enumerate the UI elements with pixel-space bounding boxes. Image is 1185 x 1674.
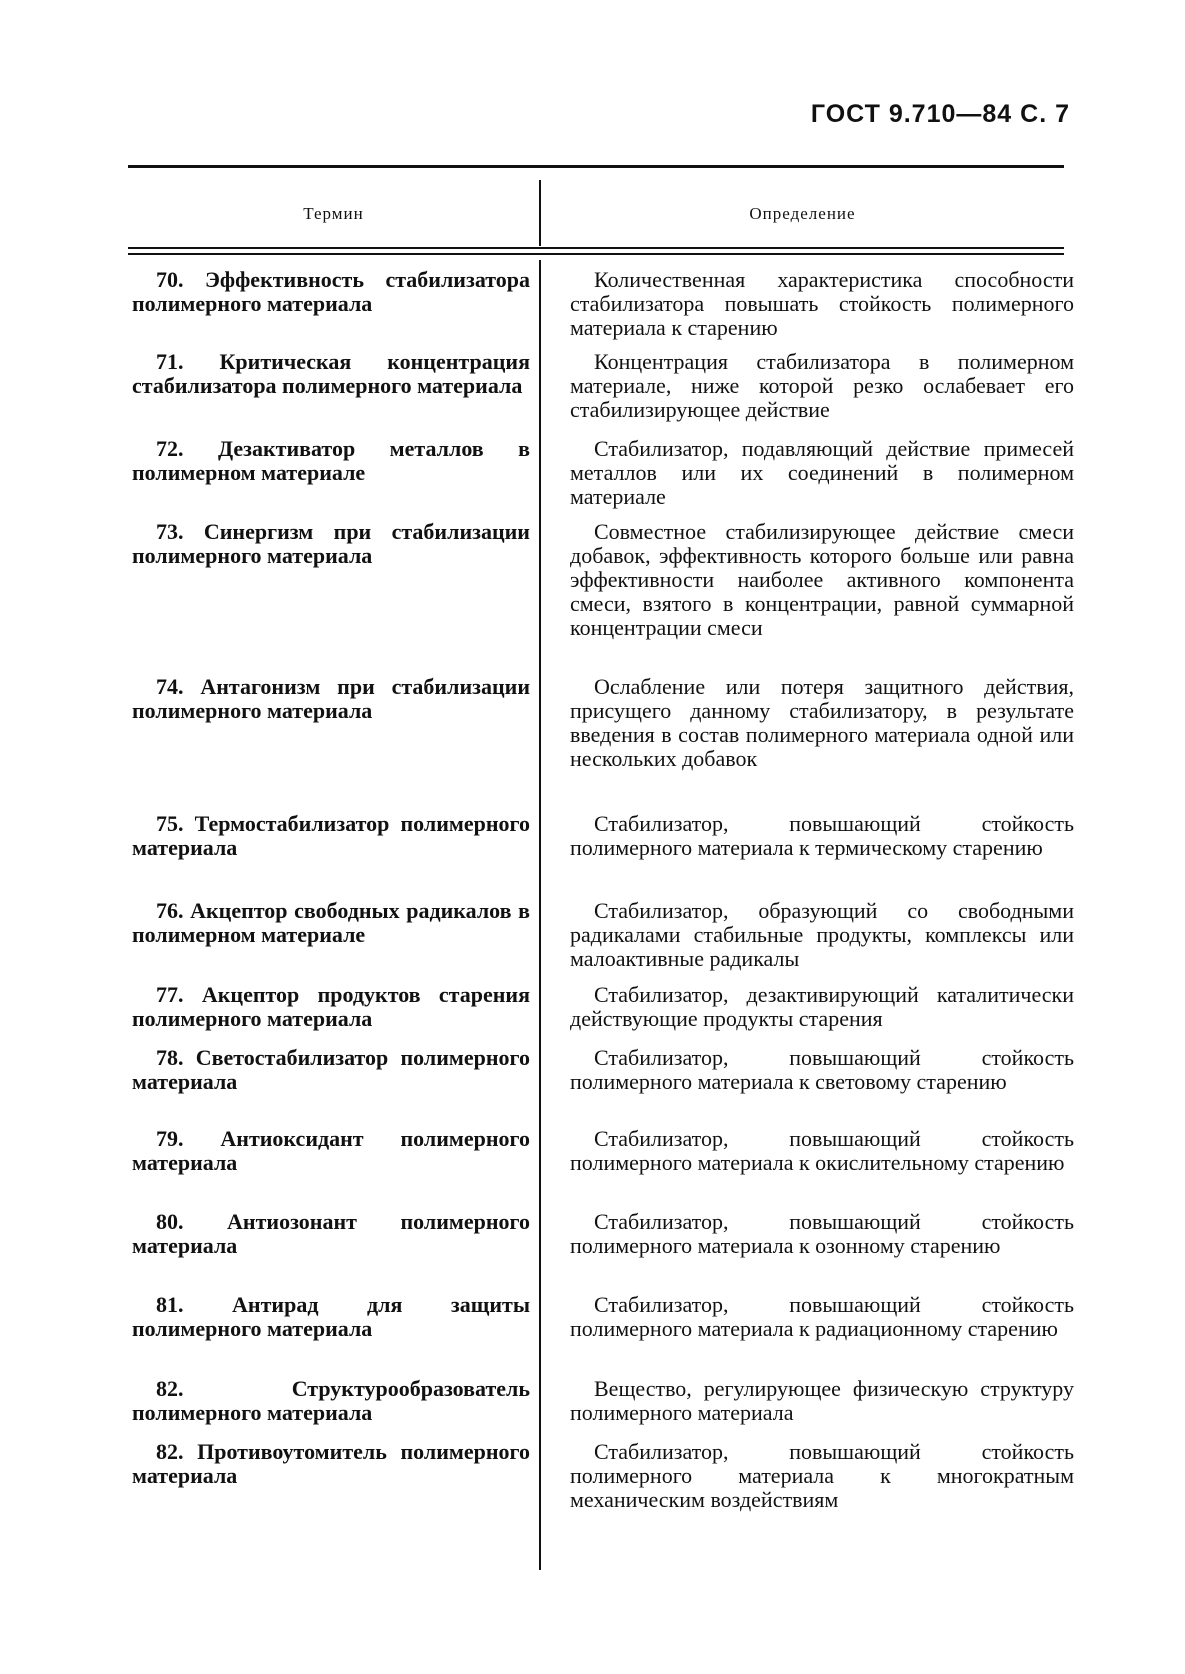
page-header: ГОСТ 9.710—84 С. 7	[810, 100, 1070, 128]
header-rule-upper	[128, 247, 1064, 249]
column-divider-body	[539, 260, 541, 1570]
definition-cell: Стабилизатор, повышающий стойкость полимерного материала к окислительному старению	[570, 1126, 1074, 1175]
term-cell: 73. Синергизм при стабилизации полимерного материала	[132, 519, 530, 568]
term-cell: 80. Антиозонант полимерного материала	[132, 1209, 530, 1258]
term-cell: 76. Акцептор свободных радикалов в полимерном материале	[132, 898, 530, 947]
definition-cell: Ослабление или потеря защитного действия, присущего данному стабилизатору, в результате введения в состав полимерного материала одной или нескольких добавок	[570, 674, 1074, 771]
definition-cell: Стабилизатор, подавляющий действие примесей металлов или их соединений в полимерном материале	[570, 436, 1074, 509]
column-header-definition: Определение	[749, 204, 856, 223]
definition-cell: Совместное стабилизирующее действие смеси добавок, эффективность которого больше или равна эффективности наиболее активного компонента смеси, взятого в концентрации, равной суммарной концентрации смеси	[570, 519, 1074, 640]
column-header-term: Термин	[303, 204, 364, 223]
definition-cell: Стабилизатор, повышающий стойкость полимерного материала к радиационному старению	[570, 1292, 1074, 1341]
definition-cell: Стабилизатор, образующий со свободными радикалами стабильные продукты, комплексы или малоактивные радикалы	[570, 898, 1074, 971]
term-cell: 72. Дезактиватор металлов в полимерном материале	[132, 436, 530, 485]
term-cell: 74. Антагонизм при стабилизации полимерного материала	[132, 674, 530, 723]
term-cell: 75. Термостабилизатор полимерного материала	[132, 811, 530, 860]
term-cell: 79. Антиоксидант полимерного материала	[132, 1126, 530, 1175]
term-cell: 71. Критическая концентрация стабилизатора полимерного материала	[132, 349, 530, 398]
definition-cell: Вещество, регулирующее физическую структуру полимерного материала	[570, 1376, 1074, 1425]
term-cell: 82. Противоутомитель полимерного материала	[132, 1439, 530, 1488]
definition-cell: Стабилизатор, повышающий стойкость полимерного материала к световому старению	[570, 1045, 1074, 1094]
term-cell: 77. Акцептор продуктов старения полимерного материала	[132, 982, 530, 1031]
definition-cell: Концентрация стабилизатора в полимерном материале, ниже которой резко ослабевает его стабилизирующее действие	[570, 349, 1074, 422]
term-cell: 81. Антирад для защиты полимерного материала	[132, 1292, 530, 1341]
definition-cell: Стабилизатор, повышающий стойкость полимерного материала к термическому старению	[570, 811, 1074, 860]
definition-cell: Стабилизатор, повышающий стойкость полимерного материала к многократным механическим воздействиям	[570, 1439, 1074, 1512]
definition-cell: Стабилизатор, повышающий стойкость полимерного материала к озонному старению	[570, 1209, 1074, 1258]
table-top-rule	[128, 165, 1064, 168]
term-cell: 82. Структурообразователь полимерного материала	[132, 1376, 530, 1425]
header-rule-lower	[128, 253, 1064, 255]
definition-cell: Стабилизатор, дезактивирующий каталитически действующие продукты старения	[570, 982, 1074, 1031]
term-cell: 78. Светостабилизатор полимерного материала	[132, 1045, 530, 1094]
term-cell: 70. Эффективность стабилизатора полимерного материала	[132, 267, 530, 316]
definition-cell: Количественная характеристика способности стабилизатора повышать стойкость полимерного материала к старению	[570, 267, 1074, 340]
